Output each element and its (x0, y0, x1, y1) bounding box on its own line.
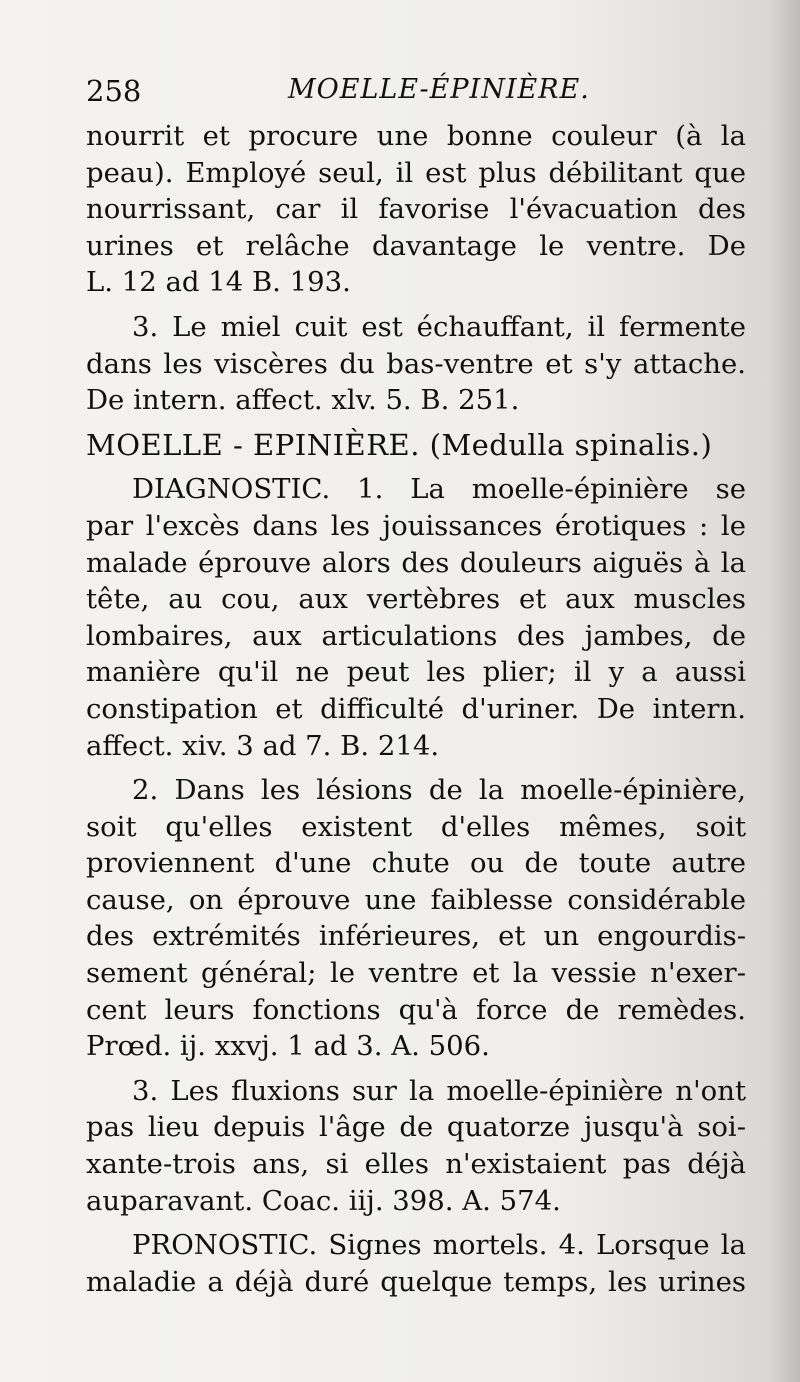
text-line: 2. Dans les lésions de la moelle-épinière, (132, 774, 746, 807)
text-line: nourrissant, car il favorise l'évacuation des (86, 193, 746, 226)
text-line: nourrit et procure une bonne couleur (à la (86, 120, 746, 152)
text-line: Prœd. ij. xxvj. 1 ad 3. A. 506. (86, 1030, 490, 1063)
text-line: dans les viscères du bas-ventre et s'y attache. (86, 347, 746, 380)
page-header (86, 74, 746, 114)
text-line: pas lieu depuis l'âge de quatorze jusqu'à soi- (86, 1111, 746, 1144)
page-body (86, 118, 746, 1300)
text-line: sement général; le ventre et la vessie n'exer- (86, 957, 746, 990)
text-line: xante-trois ans, si elles n'existaient pas déjà (86, 1148, 746, 1181)
text-line: cause, on éprouve une faiblesse considérable (86, 883, 746, 916)
text-line: des extrémités inférieures, et un engourdis- (86, 920, 746, 953)
text-line: maladie a déjà duré quelque temps, les urines (86, 1265, 746, 1298)
text-line: malade éprouve alors des douleurs aiguës à la (86, 546, 746, 579)
section-title: MOELLE - EPINIÈRE. (Medulla spinalis.) (86, 427, 713, 462)
text-line: peau). Employé seul, il est plus débilitant que (86, 156, 746, 189)
text-line: soit qu'elles existent d'elles mêmes, soit (86, 810, 746, 843)
text-line: 3. Les fluxions sur la moelle-épinière n'ont (132, 1074, 746, 1107)
text-line: proviennent d'une chute ou de toute autre (86, 847, 746, 880)
text-line: PRONOSTIC. Signes mortels. 4. Lorsque la (132, 1229, 746, 1262)
text-line: DIAGNOSTIC. 1. La moelle-épinière se (132, 473, 746, 506)
text-line: urines et relâche davantage le ventre. De (86, 229, 746, 262)
text-line: tête, au cou, aux vertèbres et aux muscles (86, 583, 746, 616)
text-line: affect. xiv. 3 ad 7. B. 214. (86, 729, 440, 762)
text-line: cent leurs fonctions qu'à force de remèdes. (86, 993, 746, 1026)
text-line: constipation et difficulté d'uriner. De intern. (86, 692, 746, 725)
text-line: auparavant. Coac. iij. 398. A. 574. (86, 1184, 561, 1217)
text-line: 3. Le miel cuit est échauffant, il fermente (132, 310, 746, 343)
text-line: lombaires, aux articulations des jambes, de (86, 619, 746, 652)
text-line: par l'excès dans les jouissances érotiques : le (86, 509, 746, 542)
running-title: MOELLE-ÉPINIÈRE. (288, 74, 590, 105)
text-line: De intern. affect. xlv. 5. B. 251. (86, 384, 520, 417)
page-number: 258 (86, 74, 142, 108)
text-line: L. 12 ad 14 B. 193. (86, 266, 351, 299)
text-line: manière qu'il ne peut les plier; il y a aussi (86, 656, 746, 689)
